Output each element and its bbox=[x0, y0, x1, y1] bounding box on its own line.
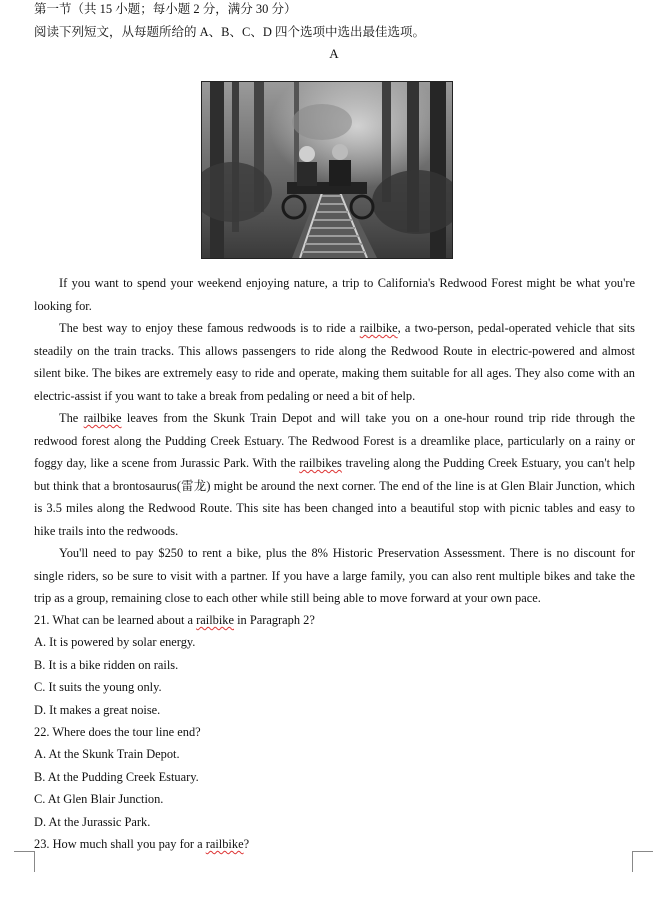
railbike-word: railbike bbox=[359, 321, 398, 335]
paragraph-3-text-end: traveling along the Pudding Creek Estuary, you can't help but think that a brontosaurus(雷龙) might be around the next corner. The end of the line is at Glen Blair Junction, which is 3.5 miles along the Redwood Route. This site has been changed into a beautiful stop with picnic tables and easy to hike trails into the redwoods. bbox=[34, 456, 635, 538]
option-22-c: C. At Glen Blair Junction. bbox=[34, 792, 164, 807]
paragraph-2 bbox=[34, 317, 635, 407]
paragraph-2-text-end: , a two-person, pedal-operated vehicle that sits steadily on the train tracks. This allows passengers to ride along the Redwood Route in electric-powered and almost silent bike. The bikes are extremely easy to ride and operate, making them suitable for all ages. They also come with an electric-assist if you want to take a break from pedaling or need a bit of help. bbox=[34, 321, 635, 403]
railbike-word: railbike bbox=[83, 411, 122, 425]
question-text: 23. How much shall you pay for a bbox=[34, 837, 206, 852]
paragraph-4: You'll need to pay $250 to rent a bike, plus the 8% Historic Preservation Assessment. There is no discount for single riders, so be sure to visit with a partner. If you have a large family, you can also rent multiple bikes and take the trip as a group, remaining close to each other while still being able to move forward at your own pace. bbox=[34, 546, 635, 605]
instructions: 阅读下列短文，从每题所给的 A、B、C、D 四个选项中选出最佳选项。 bbox=[34, 25, 425, 39]
paragraph-3-text-start: The bbox=[59, 411, 84, 425]
railbike-photo bbox=[201, 81, 453, 259]
option-22-b: B. At the Pudding Creek Estuary. bbox=[34, 769, 199, 784]
question-text: 21. What can be learned about a bbox=[34, 613, 197, 627]
option-22-d: D. At the Jurassic Park. bbox=[34, 814, 151, 829]
question-22: 22. Where does the tour line end? bbox=[34, 725, 201, 740]
crop-mark-right bbox=[632, 851, 653, 872]
option-21-d: D. It makes a great noise. bbox=[34, 702, 161, 717]
railbike-word: railbike bbox=[196, 613, 234, 627]
option-21-c: C. It suits the young only. bbox=[34, 680, 162, 695]
paragraph-3 bbox=[34, 407, 635, 542]
crop-mark-left bbox=[14, 851, 35, 872]
question-text: ? bbox=[243, 837, 250, 852]
option-21-a: A. It is powered by solar energy. bbox=[34, 635, 196, 650]
option-21-b: B. It is a bike ridden on rails. bbox=[34, 657, 179, 672]
question-list bbox=[34, 609, 635, 855]
paragraph-2-text-start: The best way to enjoy these famous redwoods is to ride a bbox=[59, 321, 360, 335]
railbikes-word: railbikes bbox=[299, 456, 342, 470]
paragraph-1: If you want to spend your weekend enjoying nature, a trip to California's Redwood Forest might be what you're looking for. bbox=[34, 276, 635, 313]
passage-body bbox=[34, 272, 635, 610]
passage-letter: A bbox=[329, 46, 339, 61]
question-23 bbox=[34, 833, 635, 855]
paragraph-3-text-middle: leaves from the Skunk Train Depot and will take you on a one-hour round trip ride through the redwood forest along the Pudding Creek Estuary. The Redwood Forest is a dreamlike place, particularly on a rainy or foggy day, like a scene from Jurassic Park. With the bbox=[34, 411, 635, 470]
railbike-word: railbike bbox=[205, 837, 244, 852]
option-22-a: A. At the Skunk Train Depot. bbox=[34, 747, 180, 762]
section-title: 第一节（共 15 小题；每小题 2 分，满分 30 分） bbox=[34, 2, 297, 16]
question-text: in Paragraph 2? bbox=[234, 613, 315, 627]
question-21 bbox=[34, 609, 635, 631]
